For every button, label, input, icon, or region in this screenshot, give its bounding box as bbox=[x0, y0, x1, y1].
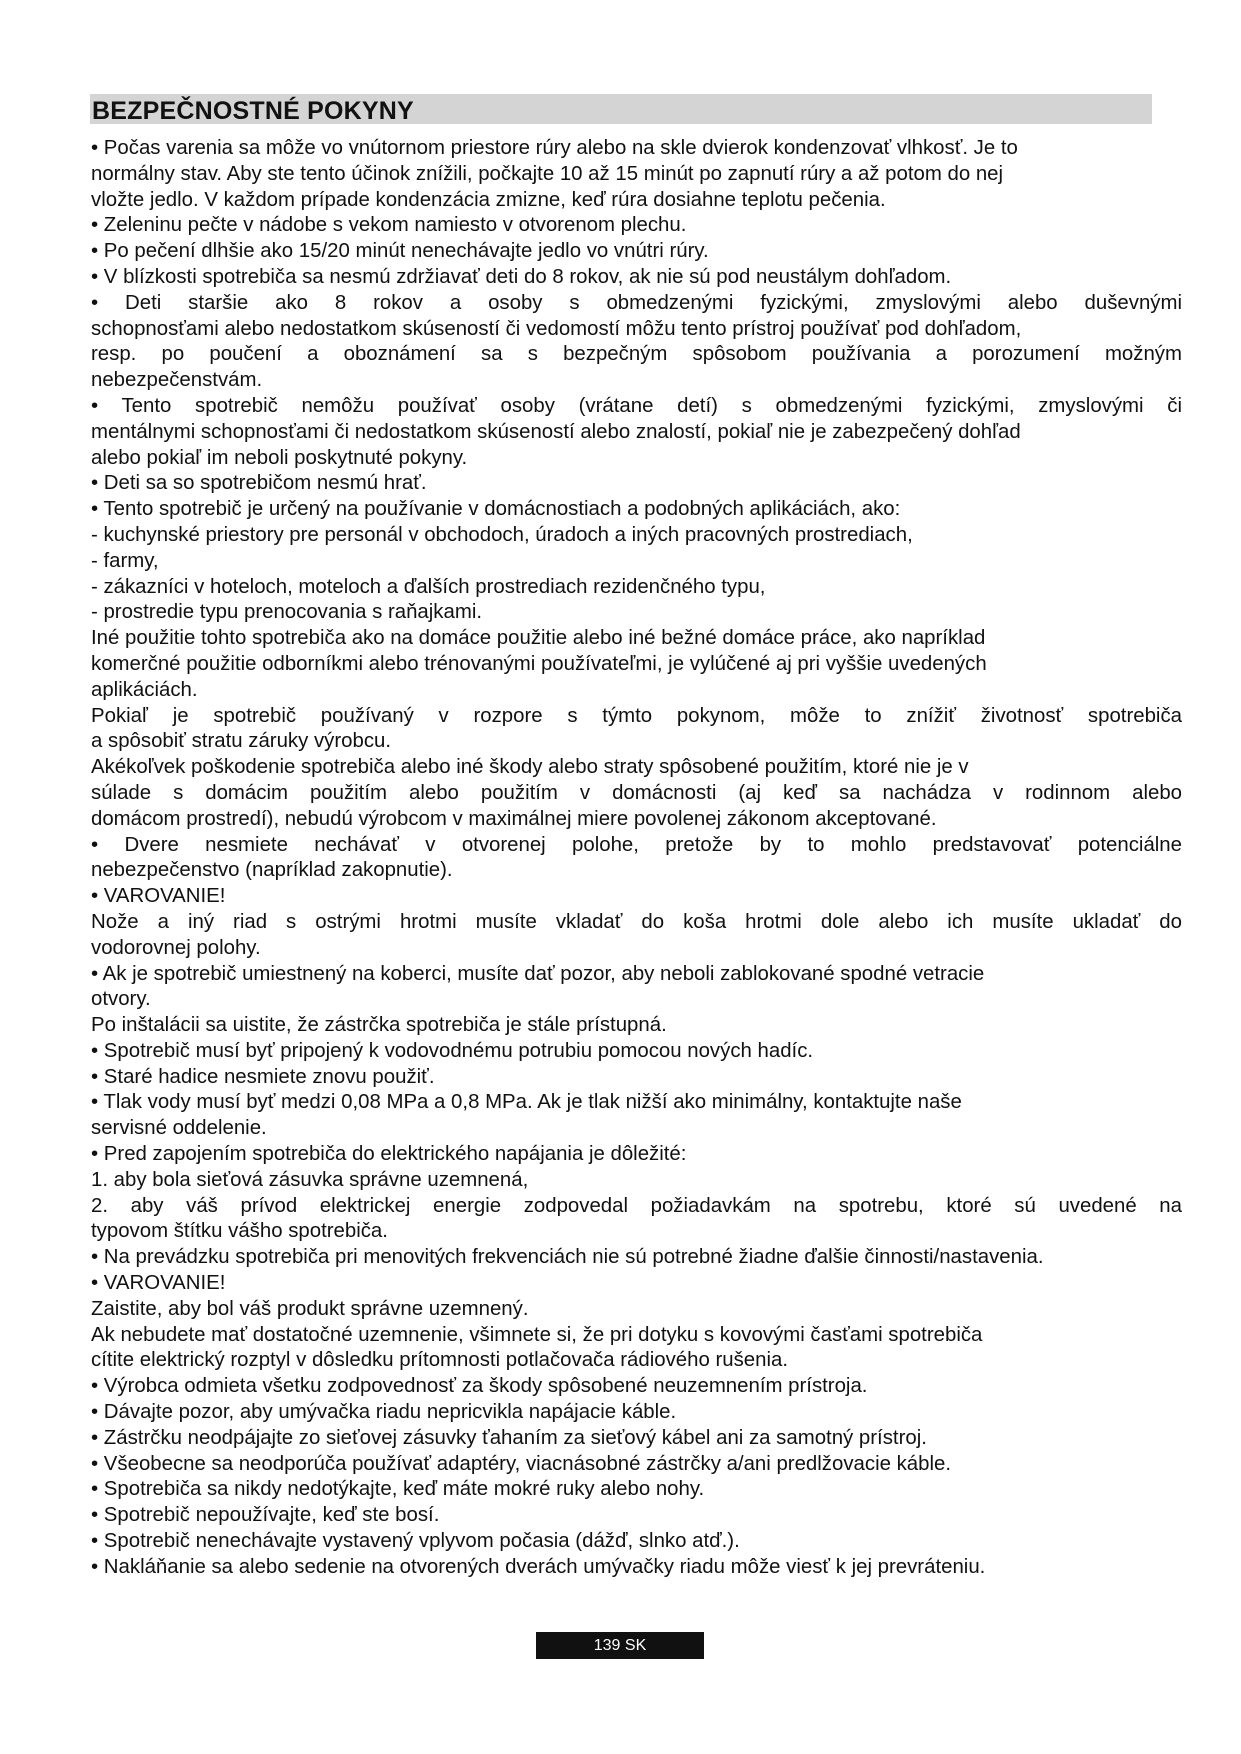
text-line: • Nakláňanie sa alebo sedenie na otvorených dverách umývačky riadu môže viesť k jej prevráteniu. bbox=[91, 1555, 986, 1578]
text-line: • Po pečení dlhšie ako 15/20 minút nenechávajte jedlo vo vnútri rúry. bbox=[91, 240, 709, 263]
text-line: normálny stav. Aby ste tento účinok znížili, počkajte 10 až 15 minút po zapnutí rúry a až potom do nej bbox=[91, 162, 1004, 185]
text-line: • Staré hadice nesmiete znovu použiť. bbox=[91, 1065, 435, 1088]
text-line: Po inštalácii sa uistite, že zástrčka spotrebiča je stále prístupná. bbox=[91, 1014, 667, 1037]
text-line: Akékoľvek poškodenie spotrebiča alebo iné škody alebo straty spôsobené použitím, ktoré nie je v bbox=[91, 756, 969, 779]
text-line: - prostredie typu prenocovania s raňajkami. bbox=[91, 601, 483, 624]
text-line: • Tlak vody musí byť medzi 0,08 MPa a 0,8 MPa. Ak je tlak nižší ako minimálny, kontaktujte naše bbox=[91, 1091, 962, 1114]
text-line: • Výrobca odmieta všetku zodpovednosť za škody spôsobené neuzemnením prístroja. bbox=[91, 1375, 868, 1398]
text-line: • Dvere nesmiete nechávať v otvorenej polohe, pretože by to mohlo predstavovať potenciálne bbox=[91, 833, 1182, 856]
text-line: otvory. bbox=[91, 988, 151, 1011]
text-line: • VAROVANIE! bbox=[91, 885, 226, 908]
text-line: Iné použitie tohto spotrebiča ako na domáce použitie alebo iné bežné domáce práce, ako napríklad bbox=[91, 627, 986, 650]
text-line: • Zeleninu pečte v nádobe s vekom namiesto v otvorenom plechu. bbox=[91, 214, 687, 237]
text-line: - farmy, bbox=[91, 549, 159, 572]
page-number: 139 SK bbox=[536, 1632, 704, 1659]
text-line: 2. aby váš prívod elektrickej energie zodpovedal požiadavkám na spotrebu, ktoré sú uvedené na bbox=[91, 1194, 1182, 1217]
text-line: • Počas varenia sa môže vo vnútornom priestore rúry alebo na skle dvierok kondenzovať vlhkosť. Je to bbox=[91, 137, 1018, 159]
text-line: • Spotrebič musí byť pripojený k vodovodnému potrubiu pomocou nových hadíc. bbox=[91, 1039, 814, 1062]
text-line: • Tento spotrebič je určený na používanie v domácnostiach a podobných aplikáciách, ako: bbox=[91, 498, 901, 521]
text-line: komerčné použitie odborníkmi alebo trénovanými používateľmi, je vylúčené aj pri vyššie uvedených bbox=[91, 652, 987, 675]
text-line: nebezpečenstvo (napríklad zakopnutie). bbox=[91, 859, 453, 882]
text-line: • Dávajte pozor, aby umývačka riadu nepricvikla napájacie káble. bbox=[91, 1401, 677, 1424]
text-line: schopnosťami alebo nedostatkom skúseností či vedomostí môžu tento prístroj používať pod dohľadom, bbox=[91, 317, 1022, 340]
text-line: • Zástrčku neodpájajte zo sieťovej zásuvky ťahaním za sieťový kábel ani za samotný prístroj. bbox=[91, 1426, 927, 1449]
text-line: • Spotrebič nepoužívajte, keď ste bosí. bbox=[91, 1504, 440, 1527]
text-line: - zákazníci v hoteloch, moteloch a ďalších prostrediach rezidenčného typu, bbox=[91, 575, 766, 598]
text-line: a spôsobiť stratu záruky výrobcu. bbox=[91, 730, 392, 753]
text-line: • Deti staršie ako 8 rokov a osoby s obmedzenými fyzickými, zmyslovými alebo duševnými bbox=[91, 291, 1182, 314]
text-line: Zaistite, aby bol váš produkt správne uzemnený. bbox=[91, 1297, 529, 1320]
text-line: • Ak je spotrebič umiestnený na koberci, musíte dať pozor, aby neboli zablokované spodné vetracie bbox=[91, 962, 985, 985]
text-line: cítite elektrický rozptyl v dôsledku prítomnosti potlačovača rádiového rušenia. bbox=[91, 1349, 789, 1372]
text-line: servisné oddelenie. bbox=[91, 1117, 267, 1140]
text-line: domácom prostredí), nebudú výrobcom v maximálnej miere povolenej zákonom akceptované. bbox=[91, 807, 937, 830]
text-line: • Spotrebiča sa nikdy nedotýkajte, keď máte mokré ruky alebo nohy. bbox=[91, 1478, 705, 1501]
text-line: • Všeobecne sa neodporúča používať adaptéry, viacnásobné zástrčky a/ani predlžovacie káble. bbox=[91, 1452, 952, 1475]
text-line: alebo pokiaľ im neboli poskytnuté pokyny. bbox=[91, 446, 468, 469]
text-line: • V blízkosti spotrebiča sa nesmú zdržiavať deti do 8 rokov, ak nie sú pod neustálym dohľadom. bbox=[91, 265, 952, 288]
text-line: • Na prevádzku spotrebiča pri menovitých frekvenciách nie sú potrebné žiadne ďalšie činnosti/nastavenia. bbox=[91, 1246, 1044, 1269]
text-line: 1. aby bola sieťová zásuvka správne uzemnená, bbox=[91, 1168, 529, 1191]
text-line: aplikáciách. bbox=[91, 678, 198, 701]
text-line: • Pred zapojením spotrebiča do elektrického napájania je dôležité: bbox=[91, 1143, 687, 1166]
text-line: typovom štítku vášho spotrebiča. bbox=[91, 1220, 388, 1243]
text-line: • Tento spotrebič nemôžu používať osoby (vrátane detí) s obmedzenými fyzickými, zmyslovými či bbox=[91, 394, 1182, 417]
text-line: vložte jedlo. V každom prípade kondenzácia zmizne, keď rúra dosiahne teplotu pečenia. bbox=[91, 188, 886, 211]
text-line: - kuchynské priestory pre personál v obchodoch, úradoch a iných pracovných prostrediach, bbox=[91, 523, 913, 546]
page-title: BEZPEČNOSTNÉ POKYNY bbox=[92, 97, 414, 125]
text-line: súlade s domácim použitím alebo použitím v domácnosti (aj keď sa nachádza v rodinnom alebo bbox=[91, 781, 1182, 804]
text-line: • VAROVANIE! bbox=[91, 1272, 226, 1295]
section-heading-bar bbox=[90, 94, 1152, 124]
text-line: nebezpečenstvám. bbox=[91, 369, 263, 392]
text-line: Pokiaľ je spotrebič používaný v rozpore s týmto pokynom, môže to znížiť životnosť spotrebiča bbox=[91, 704, 1182, 727]
text-line: • Deti sa so spotrebičom nesmú hrať. bbox=[91, 472, 427, 495]
text-line: Nože a iný riad s ostrými hrotmi musíte vkladať do koša hrotmi dole alebo ich musíte ukladať do bbox=[91, 910, 1182, 933]
text-line: resp. po poučení a oboznámení sa s bezpečným spôsobom používania a porozumení možným bbox=[91, 343, 1182, 366]
text-line: • Spotrebič nenechávajte vystavený vplyvom počasia (dážď, slnko atď.). bbox=[91, 1530, 740, 1553]
text-line: vodorovnej polohy. bbox=[91, 936, 261, 959]
text-line: Ak nebudete mať dostatočné uzemnenie, všimnete si, že pri dotyku s kovovými časťami spotrebiča bbox=[91, 1323, 983, 1346]
text-line: mentálnymi schopnosťami či nedostatkom skúseností alebo znalostí, pokiaľ nie je zabezpečený dohľad bbox=[91, 420, 1021, 443]
safety-instructions-text bbox=[91, 136, 1182, 1581]
